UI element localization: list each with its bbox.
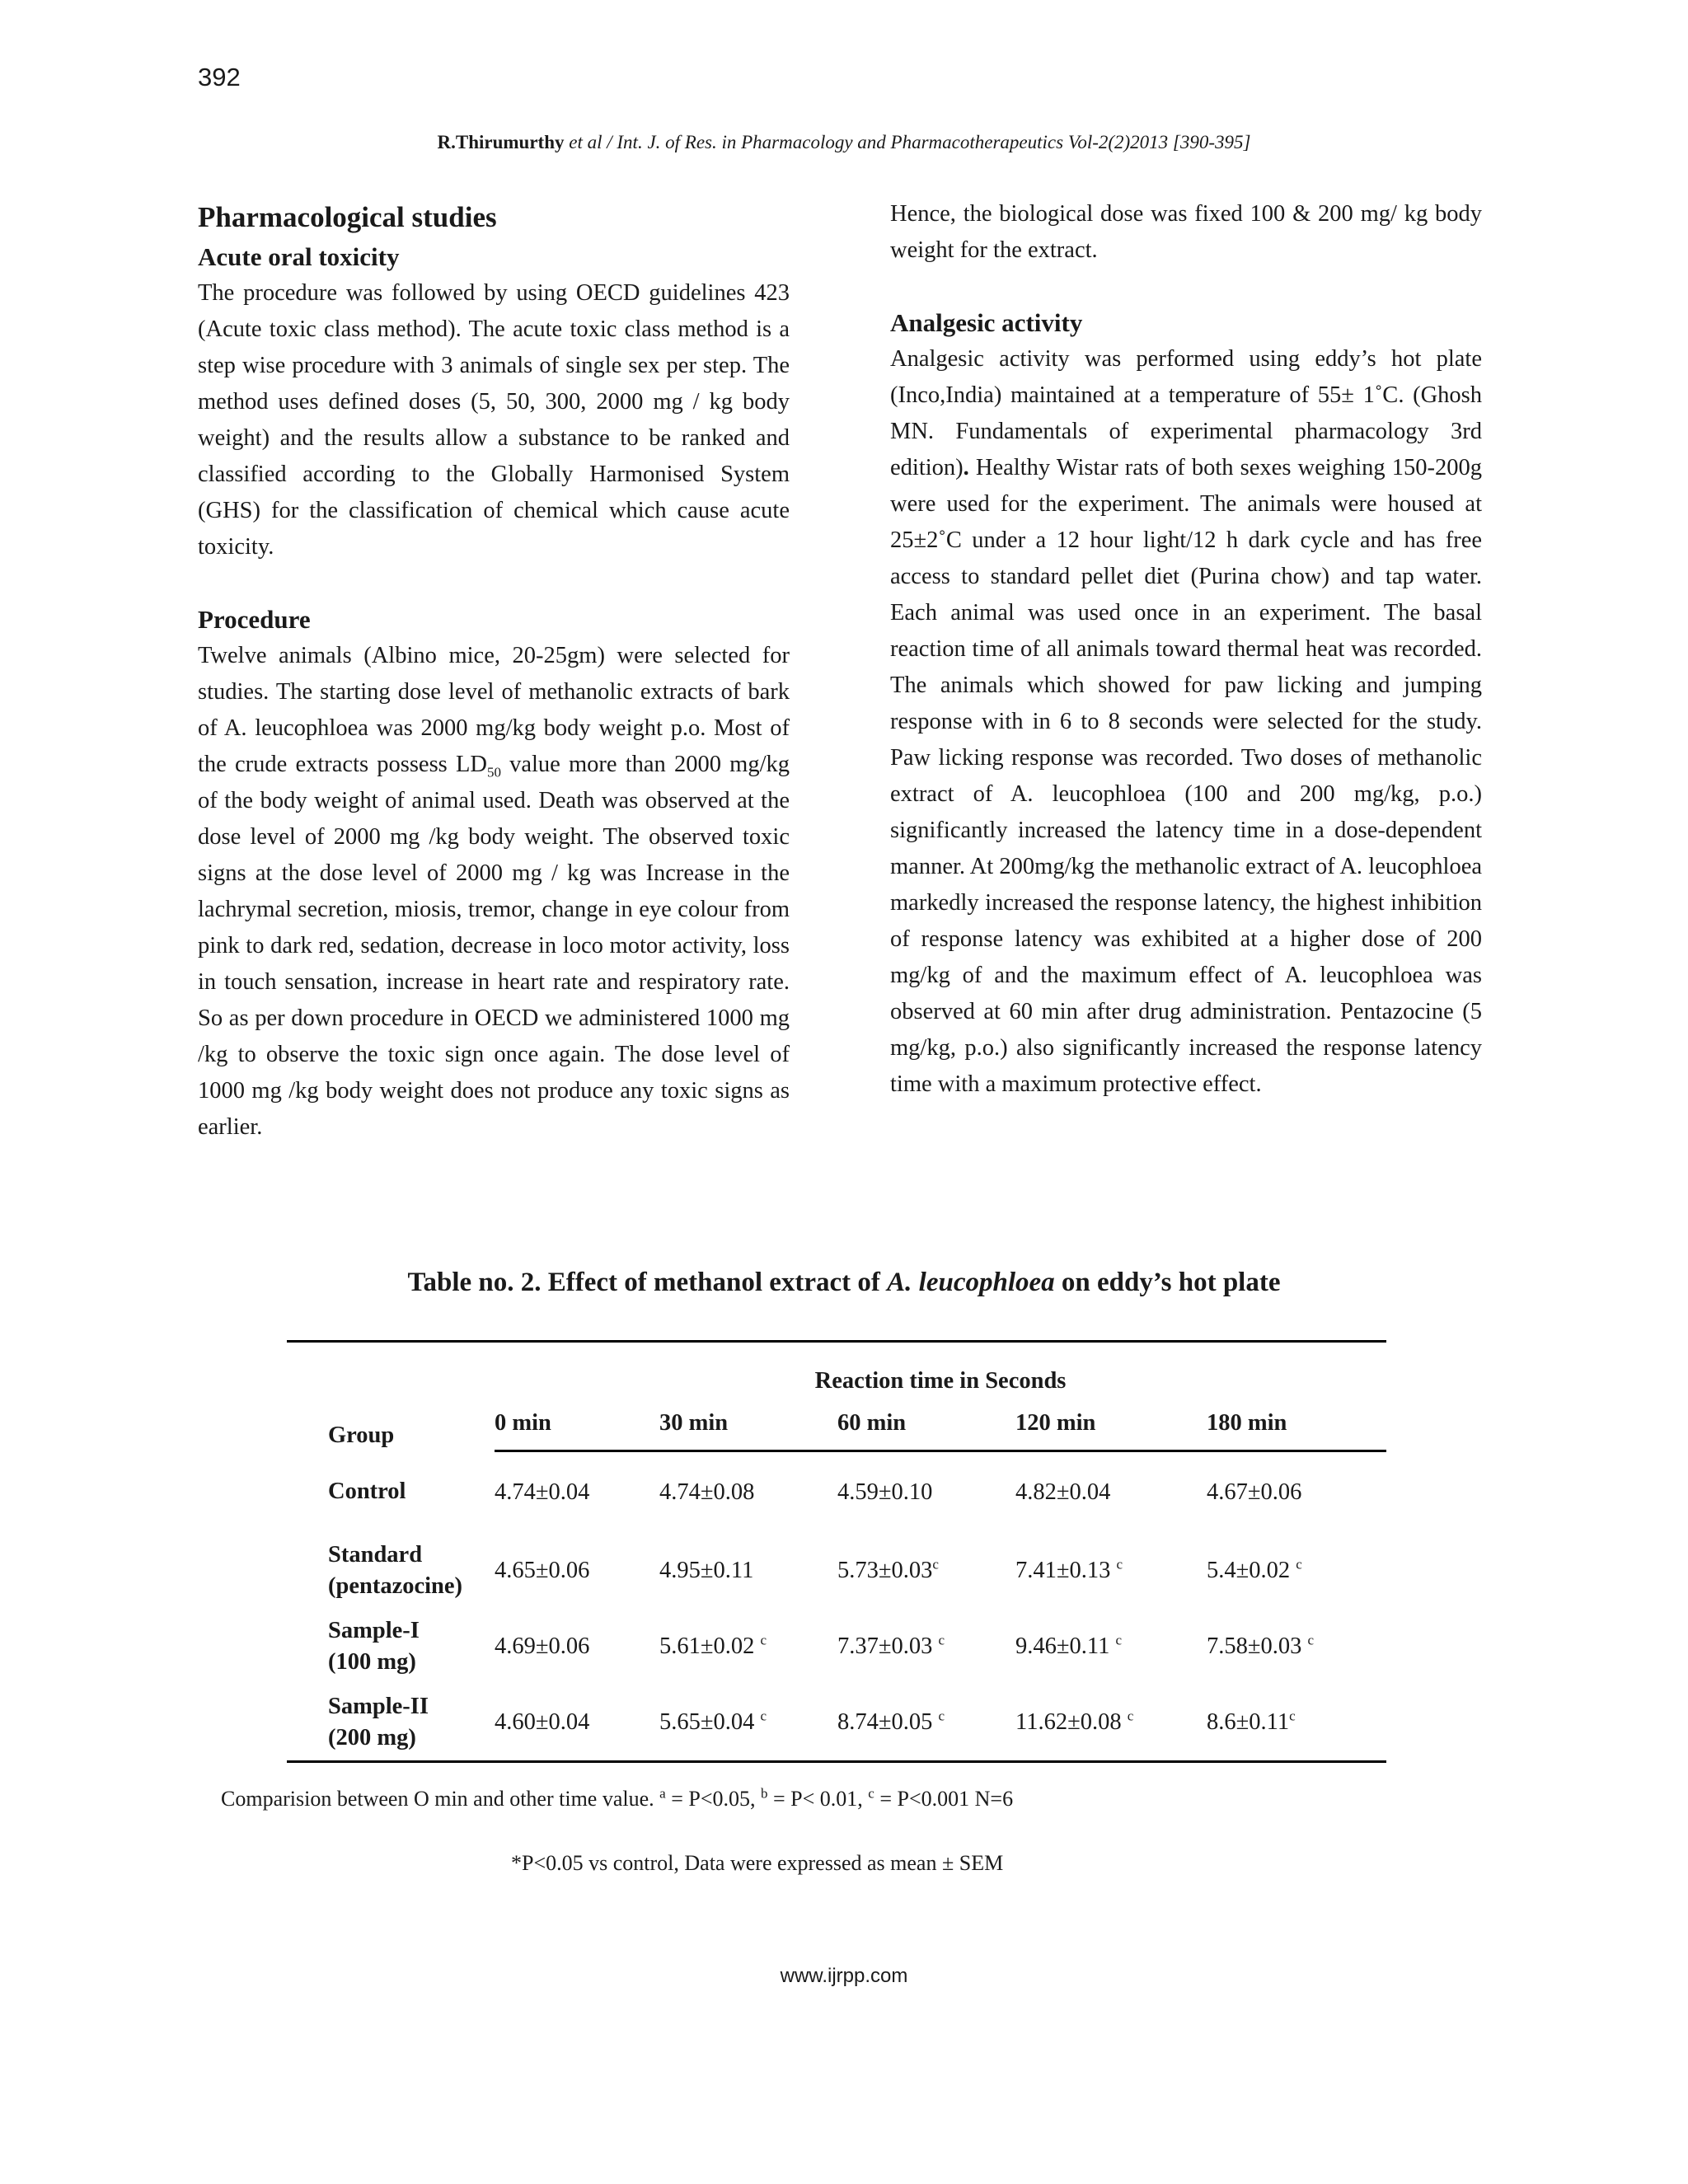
value-cell: 4.60±0.04 xyxy=(495,1685,659,1762)
value-cell: 7.41±0.13 $^c$ xyxy=(1015,1556,1123,1583)
value-cell: 4.74±0.08 xyxy=(659,1479,755,1505)
table-footnote-significance: Comparision between O min and other time value. $^a$ = P<0.05, $^b$ = P< 0.01, $^c$ = P<0.001 N=6 xyxy=(221,1785,1014,1811)
table-row xyxy=(287,1451,1386,1534)
section-title: Pharmacological studies xyxy=(198,201,497,233)
time-header: 120 min xyxy=(1015,1397,1207,1451)
running-head xyxy=(0,132,1688,153)
reaction-time-header: Reaction time in Seconds xyxy=(495,1342,1386,1398)
running-head-journal: / Int. J. of Res. in Pharmacology and Pharmacotherapeutics Vol-2(2)2013 [390-395] xyxy=(607,132,1251,152)
table-footnote-sem: *P<0.05 vs control, Data were expressed as mean ± SEM xyxy=(511,1851,1004,1875)
value-cell: 4.59±0.10 xyxy=(837,1479,933,1505)
group-cell: Control xyxy=(328,1479,406,1505)
value-cell: 4.69±0.06 xyxy=(495,1633,590,1659)
table-row xyxy=(287,1685,1386,1762)
value-cell: 5.4±0.02 $^c$ xyxy=(1207,1556,1302,1583)
value-cell: 8.74±0.05 $^c$ xyxy=(837,1685,1015,1762)
value-cell: 11.62±0.08 $^c$ xyxy=(1015,1685,1207,1762)
group-header: Group xyxy=(287,1342,495,1451)
page-number: 392 xyxy=(198,63,241,91)
value-cell: 4.65±0.06 xyxy=(495,1558,590,1583)
value-cell: 7.37±0.03 $^c$ xyxy=(837,1632,945,1659)
table-row xyxy=(287,1609,1386,1685)
group-cell: Sample-II (200 mg) xyxy=(287,1685,495,1762)
group-cell: Sample-I (100 mg) xyxy=(328,1618,420,1675)
time-header: 60 min xyxy=(837,1397,1015,1451)
analgesic-paragraph: Analgesic activity was performed using eddy’s hot plate (Inco,India) maintained at a temperature of 55± 1˚C. (Ghosh MN. Fundamentals of experimental pharmacology 3rd edition). Healthy Wistar rats of both sexes weighing 150-200g were used for the experiment. The animals were housed at 25±2˚C under a 12 hour light/12 h dark cycle and has free access to standard pellet diet (Purina chow) and tap water. Each animal was used once in an experiment. The basal reaction time of all animals toward thermal heat was recorded. The animals which showed for paw licking and jumping response with in 6 to 8 seconds were selected for the study. Paw licking response was recorded. Two doses of methanolic extract of A. leucophloea (100 and 200 mg/kg, p.o.) significantly increased the latency time in a dose-dependent manner. At 200mg/kg the methanolic extract of A. leucophloea markedly increased the response latency, the highest inhibition of response latency was exhibited at a higher dose of 200 mg/kg of and the maximum effect of A. leucophloea was observed at 60 min after drug administration. Pentazocine (5 mg/kg, p.o.) also significantly increased the response latency time with a maximum protective effect. xyxy=(890,346,1482,1097)
table-row xyxy=(287,1533,1386,1609)
continuation-paragraph: Hence, the biological dose was fixed 100 & 200 mg/ kg body weight for the extract. xyxy=(890,201,1482,263)
running-head-author: R.Thirumurthy xyxy=(437,132,565,152)
footer-website: www.ijrpp.com xyxy=(780,1965,908,1987)
value-cell: 5.61±0.02 $^c$ xyxy=(659,1632,767,1659)
procedure-heading: Procedure xyxy=(198,605,311,634)
right-column xyxy=(890,196,1482,1103)
time-header: 180 min xyxy=(1207,1397,1386,1451)
left-column xyxy=(198,196,790,1146)
value-cell: 5.65±0.04 $^c$ xyxy=(659,1685,837,1762)
value-cell: 5.73±0.03$^c$ xyxy=(837,1556,939,1583)
analgesic-heading: Analgesic activity xyxy=(890,308,1083,337)
value-cell: 4.95±0.11 xyxy=(659,1558,754,1583)
table-caption: Table no. 2. Effect of methanol extract of A. leucophloea on eddy’s hot plate xyxy=(407,1268,1281,1297)
acute-toxicity-heading: Acute oral toxicity xyxy=(198,242,400,271)
value-cell: 7.58±0.03 $^c$ xyxy=(1207,1632,1315,1659)
running-head-etal: et al xyxy=(569,132,603,152)
value-cell: 9.46±0.11 $^c$ xyxy=(1015,1632,1123,1659)
value-cell: 4.82±0.04 xyxy=(1015,1479,1111,1505)
time-header: 30 min xyxy=(659,1397,837,1451)
acute-toxicity-paragraph: The procedure was followed by using OECD guidelines 423 (Acute toxic class method). The acute toxic class method is a step wise procedure with 3 animals of single sex per step. The method uses defined doses (5, 50, 300, 2000 mg / kg body weight) and the results allow a substance to be ranked and classified according to the Globally Harmonised System (GHS) for the classification of chemical which cause acute toxicity. xyxy=(198,280,790,560)
value-cell: 4.67±0.06 xyxy=(1207,1479,1302,1505)
time-header: 0 min xyxy=(495,1397,659,1451)
value-cell: 8.6±0.11$^c$ xyxy=(1207,1685,1386,1762)
group-cell: Standard (pentazocine) xyxy=(328,1542,463,1599)
procedure-paragraph: Twelve animals (Albino mice, 20-25gm) were selected for studies. The starting dose level of methanolic extracts of bark of A. leucophloea was 2000 mg/kg body weight p.o. Most of the crude extracts possess $LD_{50}$ value more than 2000 mg/kg of the body weight of animal used. Death was observed at the dose level of 2000 mg /kg body weight. The observed toxic signs at the dose level of 2000 mg / kg was Increase in the lachrymal secretion, miosis, tremor, change in eye colour from pink to dark red, sedation, decrease in loco motor activity, loss in touch sensation, increase in heart rate and respiratory rate. So as per down procedure in OECD we administered 1000 mg /kg to observe the toxic sign once again. The dose level of 1000 mg /kg body weight does not produce any toxic signs as earlier. xyxy=(198,643,790,1140)
results-table xyxy=(287,1340,1386,1763)
value-cell: 4.74±0.04 xyxy=(495,1479,590,1505)
